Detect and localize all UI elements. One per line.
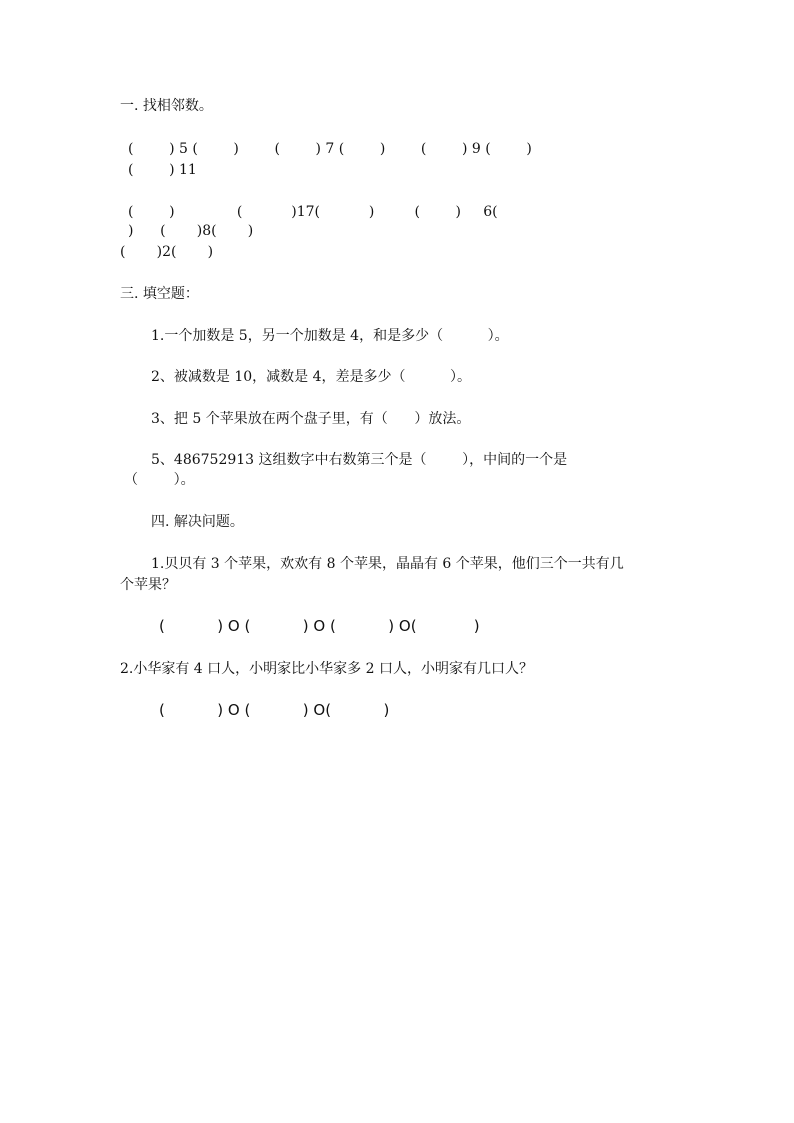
question-3: 3、把 5 个苹果放在两个盘子里，有（ ）放法。 <box>151 411 471 427</box>
neighbor-row-1: ( ) 5 ( ) ( ) 7 ( ) ( ) 9 ( ) <box>128 141 532 157</box>
section-1-title: 一. 找相邻数。 <box>120 98 213 114</box>
section-4-title: 四. 解决问题。 <box>151 514 244 530</box>
problem-1-line-2: 个苹果？ <box>120 577 176 593</box>
question-2: 2、被减数是 10，减数是 4，差是多少（ ）。 <box>151 369 472 385</box>
neighbor-row-4: ) ( )8( ) <box>128 223 254 239</box>
question-5-line-1: 5、486752913 这组数字中右数第三个是（ ），中间的一个是 <box>151 452 568 468</box>
problem-1-equation: ( ) O ( ) O ( ) O( ) <box>159 617 480 635</box>
problem-2-equation: ( ) O ( ) O( ) <box>159 701 390 719</box>
neighbor-row-5: ( )2( ) <box>120 244 214 260</box>
neighbor-row-3: ( ) ( )17( ) ( ) 6( <box>128 204 498 220</box>
problem-1-line-1: 1.贝贝有 3 个苹果，欢欢有 8 个苹果，晶晶有 6 个苹果，他们三个一共有几 <box>151 556 624 572</box>
problem-2: 2.小华家有 4 口人，小明家比小华家多 2 口人，小明家有几口人？ <box>120 661 533 677</box>
neighbor-row-2: ( ) 11 <box>128 162 197 178</box>
section-3-title: 三. 填空题： <box>120 286 199 302</box>
question-1: 1.一个加数是 5，另一个加数是 4，和是多少（ ）。 <box>151 328 509 344</box>
question-5-line-2: （ ）。 <box>124 472 195 488</box>
